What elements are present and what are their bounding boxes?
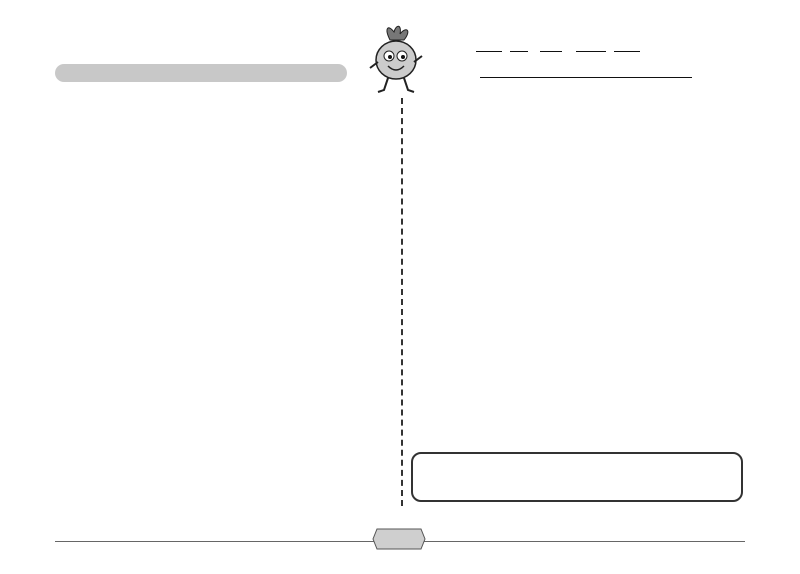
second-blank[interactable] — [614, 42, 640, 52]
week-blank[interactable] — [540, 42, 562, 52]
date-time-line — [476, 42, 644, 52]
grade-info-bar — [55, 64, 347, 82]
page-badge-shape-icon — [371, 527, 427, 551]
comment-line — [476, 68, 692, 78]
mascot-icon — [366, 22, 426, 96]
tip-box — [411, 452, 743, 502]
comment-blank[interactable] — [480, 68, 692, 78]
column-divider — [401, 98, 403, 506]
day-blank[interactable] — [510, 42, 528, 52]
page-number-badge — [371, 527, 427, 551]
minute-blank[interactable] — [576, 42, 606, 52]
month-blank[interactable] — [476, 42, 502, 52]
